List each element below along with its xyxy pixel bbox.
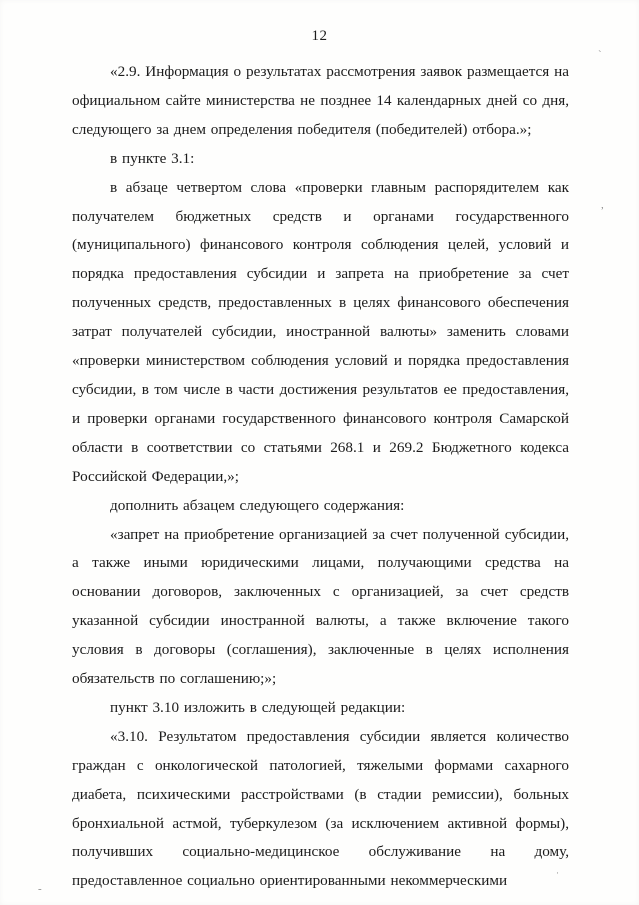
paragraph-abzats-4-amendment: в абзаце четвертом слова «проверки главным распорядителем как получателем бюджетных средств и органами государственного (муниципального) финансового контроля соблюдения целей, условий и порядка предоставления субсидии и запрета на приобретение за счет полученных средств, предоставленных в целях финансового обеспечения затрат получателей субсидии, иностранной валюты» заменить словами «проверки министерством соблюдения условий и порядка предоставления субсидии, в том числе в части достижения результатов ее предоставления, и проверки органами государственного финансового контроля Самарской области в соответствии со статьями 268.1 и 269.2 Бюджетного кодекса Российской Федерации,»; — [72, 178, 569, 485]
scan-speck-icon: ` — [598, 49, 602, 61]
paragraph-zapret-clause: «запрет на приобретение организацией за счет полученной субсидии, а также иными юридическими лицами, получающими средства на основании договоров, заключенных с организацией, за счет средств указанной субсидии иностранной валюты, а также включение такого условия в договоры (соглашения), заключенные в целях исполнения обязательств по соглашению;»; — [72, 525, 569, 688]
page-number: 12 — [311, 28, 328, 44]
paragraph-clause-3-10: «3.10. Результатом предоставления субсидии является количество граждан с онкологической патологией, тяжелыми формами сахарного диабета, психическими расстройствами (в стадии ремиссии), больных бронхиальной астмой, туберкулезом (за исключением активной формы), получивших социально-медицинское обслуживание на дому, предоставленное социально ориентированными некоммерческими — [72, 727, 569, 890]
scan-speck-icon: · — [556, 868, 559, 878]
scan-speck-icon: , — [601, 199, 604, 211]
paragraph-point-3-10-intro: пункт 3.10 изложить в следующей редакции: — [110, 698, 406, 716]
paragraph-clause-2-9: «2.9. Информация о результатах рассмотрения заявок размещается на официальном сайте министерства не позднее 14 календарных дней со дня, следующего за днем определения победителя (победителей) отбора.»; — [72, 63, 569, 138]
paragraph-supplement-intro: дополнить абзацем следующего содержания: — [110, 496, 405, 514]
paragraph-point-3-1-intro: в пункте 3.1: — [110, 149, 195, 167]
document-body — [72, 58, 569, 896]
scan-speck-icon: - — [38, 883, 42, 895]
